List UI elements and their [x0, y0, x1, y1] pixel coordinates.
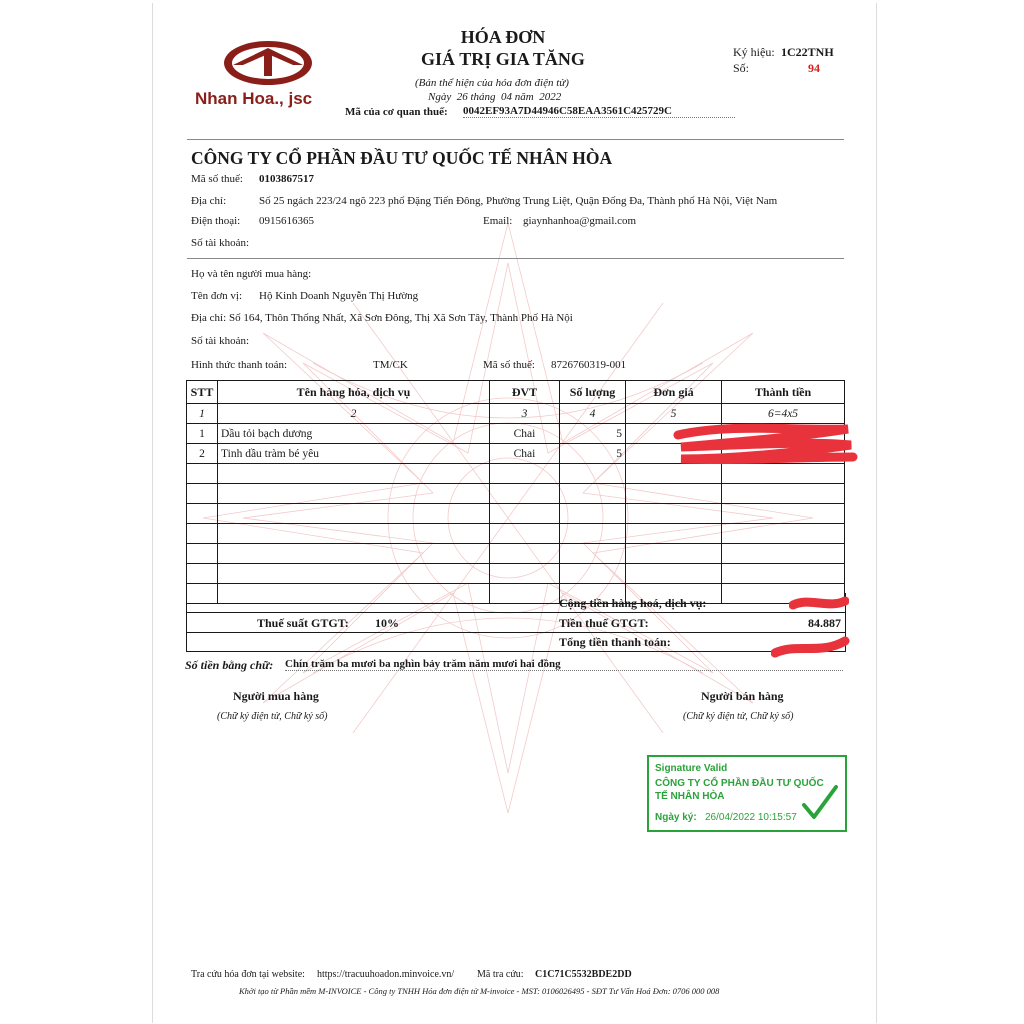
brand-name: Nhan Hoa., jsc	[195, 89, 313, 108]
table-row	[187, 524, 845, 544]
invoice-page	[152, 3, 877, 1023]
seller-address-label: Địa chỉ:	[191, 195, 227, 207]
invoice-subtitle: GIÁ TRỊ GIA TĂNG	[421, 49, 585, 69]
vat-amount-label: Tiền thuế GTGT:	[559, 616, 649, 630]
buyer-tax-id: 8726760319-001	[551, 359, 627, 371]
seller-account-label: Số tài khoản:	[191, 237, 250, 249]
amount-in-words: Chín trăm ba mươi ba nghìn bảy trăm năm mươi hai đồng	[285, 658, 843, 671]
grand-total-label: Tổng tiền thanh toán:	[559, 635, 671, 649]
items-table	[186, 380, 845, 604]
totals-box	[186, 593, 846, 652]
index-cell: 2	[218, 404, 490, 424]
lookup-code: C1C71C5532BDE2DD	[535, 969, 632, 980]
divider	[187, 258, 844, 259]
symbol-label: Ký hiệu:	[733, 45, 775, 59]
vat-amount: 84.887	[808, 616, 841, 630]
table-header	[187, 381, 845, 404]
header-unit-price: Đơn giá	[626, 381, 722, 404]
index-cell: 6=4x5	[722, 404, 845, 424]
lookup-website-label: Tra cứu hóa đơn tại website:	[191, 969, 305, 980]
buyer-signature-note: (Chữ ký điện tử, Chữ ký số)	[217, 711, 328, 722]
seller-email-label: Email:	[483, 215, 513, 227]
index-cell: 1	[187, 404, 218, 424]
signature-date: 26/04/2022 10:15:57	[705, 812, 797, 823]
symbol-value: 1C22TNH	[781, 45, 834, 59]
index-cell: 5	[626, 404, 722, 424]
seller-company: CÔNG TY CỔ PHẦN ĐẦU TƯ QUỐC TẾ NHÂN HÒA	[191, 148, 613, 168]
invoice-title: HÓA ĐƠN	[460, 27, 546, 47]
payment-method: TM/CK	[373, 359, 408, 371]
redaction-mark	[789, 593, 849, 613]
seller-phone-label: Điện thoại:	[191, 215, 241, 227]
seller-address: Số 25 ngách 223/24 ngõ 223 phố Đặng Tiến Đông, Phường Trung Liệt, Quận Đống Đa, Thành phố Hà Nội, Việt Nam	[259, 195, 778, 207]
buyer-tax-label: Mã số thuế:	[483, 359, 535, 371]
checkmark-icon	[801, 783, 839, 823]
header-item-name: Tên hàng hóa, dịch vụ	[218, 381, 490, 404]
invoice-date: Ngày 26 tháng 04 năm 2022	[428, 91, 562, 103]
buyer-account-label: Số tài khoản:	[191, 335, 250, 347]
buyer-unit: Hộ Kinh Doanh Nguyễn Thị Hường	[259, 290, 419, 302]
buyer-signature-title: Người mua hàng	[233, 689, 319, 703]
buyer-name-label: Họ và tên người mua hàng:	[191, 268, 312, 280]
table-row	[187, 484, 845, 504]
signature-company-line1: CÔNG TY CỔ PHẦN ĐẦU TƯ QUỐC	[655, 778, 824, 789]
signature-date-label: Ngày ký:	[655, 812, 697, 823]
header-stt: STT	[187, 381, 218, 404]
table-row	[187, 504, 845, 524]
signature-status: Signature Valid	[655, 763, 728, 774]
row-quantity: 5	[560, 444, 626, 464]
row-unit: Chai	[490, 424, 560, 444]
row-stt: 1	[187, 424, 218, 444]
vat-rate-label: Thuế suất GTGT:	[257, 616, 349, 630]
amount-in-words-label: Số tiền bằng chữ:	[185, 658, 274, 672]
index-cell: 3	[490, 404, 560, 424]
row-stt: 2	[187, 444, 218, 464]
row-item-name: Dầu tỏi bạch dương	[218, 424, 490, 444]
divider	[187, 139, 844, 140]
seller-tax-id: 0103867517	[259, 173, 314, 185]
lookup-website-link[interactable]: https://tracuuhoadon.minvoice.vn/	[317, 969, 455, 980]
seller-phone: 0915616365	[259, 215, 314, 227]
buyer-address: Số 164, Thôn Thống Nhất, Xã Sơn Đông, Thị Xã Sơn Tây, Thành Phố Hà Nội	[229, 312, 573, 324]
buyer-unit-label: Tên đơn vị:	[191, 290, 243, 302]
software-footer-note: Khởi tạo từ Phần mềm M-INVOICE - Công ty TNHH Hóa đơn điện tử M-invoice - MST: 0106026495 - SĐT Tư Vấn Hoá Đơn: 0706 000 008	[239, 986, 720, 996]
tax-authority-code-label: Mã của cơ quan thuế:	[345, 106, 448, 118]
index-cell: 4	[560, 404, 626, 424]
redaction-mark	[673, 421, 858, 471]
table-row	[187, 564, 845, 584]
electronic-note: (Bản thể hiện của hóa đơn điện tử)	[415, 77, 569, 89]
header-unit: ĐVT	[490, 381, 560, 404]
seller-signature-note: (Chữ ký điện tử, Chữ ký số)	[683, 711, 794, 722]
seller-signature-title: Người bán hàng	[701, 689, 784, 703]
number-label: Số:	[733, 61, 750, 75]
table-row	[187, 544, 845, 564]
lookup-code-label: Mã tra cứu:	[477, 969, 524, 980]
header-quantity: Số lượng	[560, 381, 626, 404]
buyer-address-label: Địa chỉ:	[191, 312, 227, 324]
seller-tax-label: Mã số thuế:	[191, 173, 243, 185]
row-item-name: Tinh dầu tràm bé yêu	[218, 444, 490, 464]
vat-rate: 10%	[375, 616, 399, 630]
seller-email: giaynhanhoa@gmail.com	[523, 215, 637, 227]
payment-method-label: Hình thức thanh toán:	[191, 359, 288, 371]
number-value: 94	[808, 61, 820, 75]
digital-signature-box	[647, 755, 847, 832]
signature-company-line2: TẾ NHÂN HÒA	[655, 791, 725, 802]
header-amount: Thành tiền	[722, 381, 845, 404]
redaction-mark	[771, 635, 851, 661]
row-unit: Chai	[490, 444, 560, 464]
subtotal-label: Cộng tiền hàng hoá, dịch vụ:	[559, 596, 707, 610]
row-quantity: 5	[560, 424, 626, 444]
tax-authority-code: 0042EF93A7D44946C58EAA3561C425729C	[463, 105, 735, 118]
